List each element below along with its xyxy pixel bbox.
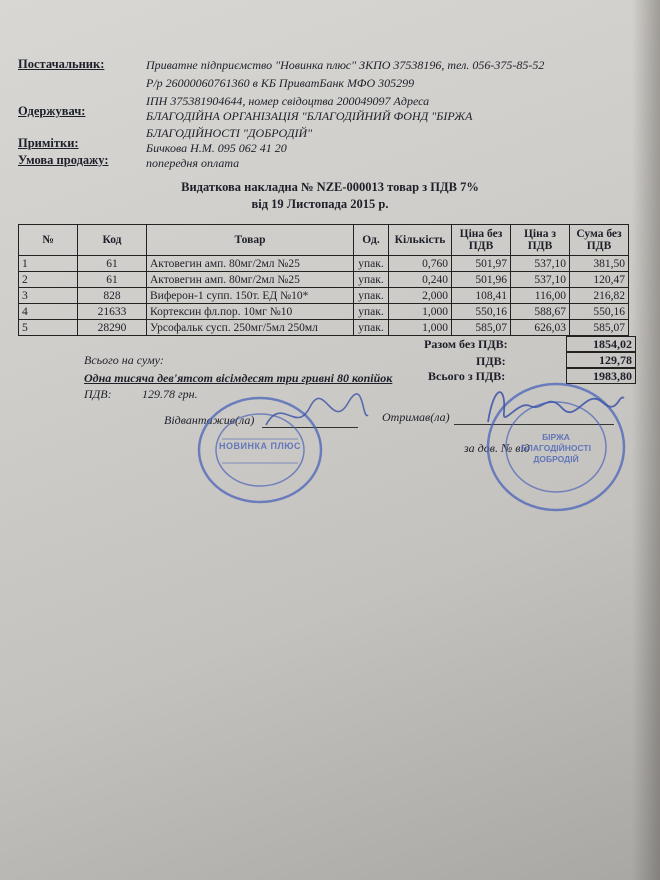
terms-label: Умова продажу: [18,153,109,167]
supplier-label: Постачальник: [18,57,105,71]
cell-price-gross: 116,00 [511,288,570,304]
terms-value: попередня оплата [146,156,240,170]
cell-code: 61 [78,256,147,272]
cell-product: Виферон-1 супп. 150т. ЕД №10* [147,288,354,304]
col-price-net: Ціна без ПДВ [452,225,511,256]
cell-number: 5 [19,320,78,336]
cell-product: Кортексин фл.пор. 10мг №10 [147,304,354,320]
cell-unit: упак. [354,304,389,320]
right-stamp-text: БІРЖА БЛАГОДІЙНОСТІ ДОБРОДІЙ [521,432,591,464]
total-net-label: Разом без ПДВ: [424,337,508,351]
col-number: № [19,225,78,256]
cell-code: 61 [78,272,147,288]
table-row [19,304,629,320]
col-unit: Од. [354,225,389,256]
cell-number: 4 [19,304,78,320]
total-net-value: 1854,02 [566,336,636,352]
received-signature-icon [478,378,628,438]
col-sum-net: Сума без ПДВ [570,225,629,256]
cell-quantity: 1,000 [389,304,452,320]
table-row [19,272,629,288]
shipped-by-label: Відвантажив(ла) [164,413,255,427]
items-table [18,224,629,336]
cell-quantity: 1,000 [389,320,452,336]
cell-sum-net: 216,82 [570,288,629,304]
cell-price-net: 585,07 [452,320,511,336]
table-header-row [19,225,629,256]
cell-price-gross: 537,10 [511,272,570,288]
cell-number: 3 [19,288,78,304]
recipient-line-2: БЛАГОДІЙНОСТІ "ДОБРОДІЙ" [146,126,313,140]
notes-value: Бичкова Н.М. 095 062 41 20 [146,141,287,155]
left-stamp-text: НОВИНКА ПЛЮС [219,441,301,451]
cell-sum-net: 585,07 [570,320,629,336]
summary-vat-label: ПДВ: [84,387,112,401]
cell-sum-net: 120,47 [570,272,629,288]
recipient-label: Одержувач: [18,104,86,118]
cell-product: Актовегин амп. 80мг/2мл №25 [147,256,354,272]
notes-label: Примітки: [18,136,79,150]
cell-price-gross: 588,67 [511,304,570,320]
cell-quantity: 0,240 [389,272,452,288]
cell-price-net: 108,41 [452,288,511,304]
cell-unit: упак. [354,288,389,304]
cell-unit: упак. [354,320,389,336]
col-price-gross: Ціна з ПДВ [511,225,570,256]
page-shadow [632,0,660,880]
col-code: Код [78,225,147,256]
cell-sum-net: 550,16 [570,304,629,320]
col-product: Товар [147,225,354,256]
total-vat-value: 129,78 [566,352,636,368]
cell-unit: упак. [354,256,389,272]
power-of-attorney: за дов. № від [464,441,530,455]
total-gross-label: Всього з ПДВ: [428,369,506,383]
col-quantity: Кількість [389,225,452,256]
received-by-label: Отримав(ла) [382,410,450,424]
total-gross-value: 1983,80 [566,368,636,384]
cell-unit: упак. [354,272,389,288]
cell-number: 2 [19,272,78,288]
cell-product: Актовегин амп. 80мг/2мл №25 [147,272,354,288]
cell-quantity: 2,000 [389,288,452,304]
cell-code: 21633 [78,304,147,320]
cell-quantity: 0,760 [389,256,452,272]
total-vat-label: ПДВ: [476,354,506,368]
invoice-date: від 19 Листопада 2015 р. [251,197,389,211]
cell-price-gross: 537,10 [511,256,570,272]
sum-label: Всього на суму: [84,353,164,367]
cell-number: 1 [19,256,78,272]
shipped-signature-icon [262,385,372,445]
sum-in-words: Одна тисяча дев'ятсот вісімдесят три гривні 80 копійок [84,371,393,385]
table-row [19,288,629,304]
table-row [19,256,629,272]
table-row [19,320,629,336]
cell-sum-net: 381,50 [570,256,629,272]
recipient-line-1: БЛАГОДІЙНА ОРГАНІЗАЦІЯ "БЛАГОДІЙНИЙ ФОНД "БІРЖА [146,109,473,123]
summary-vat-value: 129.78 грн. [142,387,198,401]
supplier-line-2: Р/р 26000060761360 в КБ ПриватБанк МФО 305299 [146,76,415,90]
supplier-line-3: ІПН 375381904644, номер свідоцтва 200049097 Адреса [146,94,430,108]
invoice-title: Видаткова накладна № NZE-000013 товар з ПДВ 7% [181,180,479,194]
cell-price-net: 550,16 [452,304,511,320]
cell-price-net: 501,97 [452,256,511,272]
cell-product: Урсофальк сусп. 250мг/5мл 250мл [147,320,354,336]
supplier-line-1: Приватне підприємство "Новинка плюс" ЗКПО 37538196, тел. 056-375-85-52 [146,58,545,72]
cell-code: 28290 [78,320,147,336]
cell-price-gross: 626,03 [511,320,570,336]
cell-code: 828 [78,288,147,304]
cell-price-net: 501,96 [452,272,511,288]
